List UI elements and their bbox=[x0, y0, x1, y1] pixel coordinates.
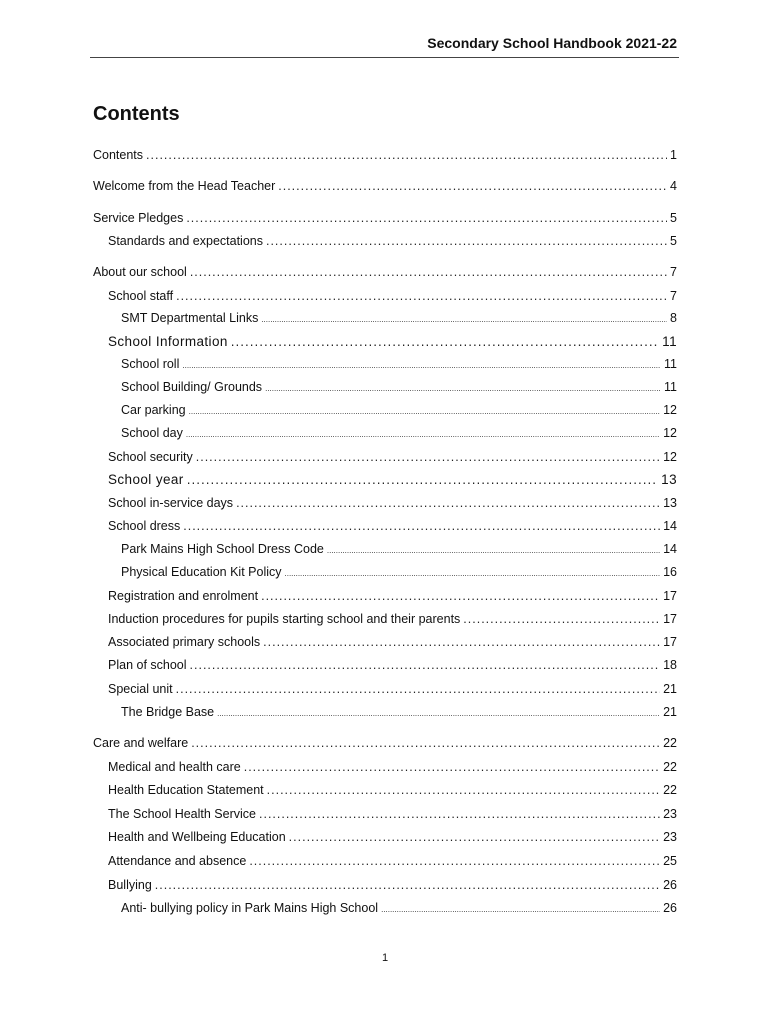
toc-entry-health-service[interactable]: The School Health Service ..... 23 bbox=[93, 807, 677, 821]
toc-entry-school-staff[interactable]: School staff ..... 7 bbox=[93, 289, 677, 303]
toc-entry-bullying[interactable]: Bullying ..... 26 bbox=[93, 878, 677, 892]
toc-entry-smt-links[interactable]: SMT Departmental Links ..... 8 bbox=[93, 311, 677, 325]
toc-entry-care-welfare[interactable]: Care and welfare ..... 22 bbox=[93, 736, 677, 750]
toc-entry-school-dress[interactable]: School dress ..... 14 bbox=[93, 519, 677, 533]
toc-entry-pe-kit[interactable]: Physical Education Kit Policy ..... 16 bbox=[93, 565, 677, 579]
toc-entry-bridge-base[interactable]: The Bridge Base ..... 21 bbox=[93, 705, 677, 719]
toc-entry-car-parking[interactable]: Car parking ..... 12 bbox=[93, 403, 677, 417]
toc-entry-health-education[interactable]: Health Education Statement ..... 22 bbox=[93, 783, 677, 797]
toc-entry-welcome[interactable]: Welcome from the Head Teacher ..... 4 bbox=[93, 179, 677, 193]
toc-entry-inservice-days[interactable]: School in-service days ..... 13 bbox=[93, 496, 677, 510]
toc-entry-dress-code[interactable]: Park Mains High School Dress Code ..... 14 bbox=[93, 542, 677, 556]
toc-entry-special-unit[interactable]: Special unit ..... 21 bbox=[93, 682, 677, 696]
toc-entry-attendance[interactable]: Attendance and absence ..... 25 bbox=[93, 854, 677, 868]
toc-entry-school-security[interactable]: School security ..... 12 bbox=[93, 450, 677, 464]
toc-entry-plan-of-school[interactable]: Plan of school ..... 18 bbox=[93, 658, 677, 672]
toc-heading: Contents bbox=[93, 103, 180, 125]
header-title: Secondary School Handbook 2021-22 bbox=[427, 35, 677, 51]
toc-entry-school-day[interactable]: School day ..... 12 bbox=[93, 426, 677, 440]
toc-entry-medical-health[interactable]: Medical and health care ..... 22 bbox=[93, 760, 677, 774]
page-number: 1 bbox=[381, 952, 389, 964]
toc-entry-about-school[interactable]: About our school ..... 7 bbox=[93, 265, 677, 279]
toc-entry-service-pledges[interactable]: Service Pledges ..... 5 bbox=[93, 211, 677, 225]
toc-entry-induction[interactable]: Induction procedures for pupils starting school and their parents ..... 17 bbox=[93, 612, 677, 626]
toc-entry-primary-schools[interactable]: Associated primary schools ..... 17 bbox=[93, 635, 677, 649]
toc-entry-school-year[interactable]: School year ..... 13 bbox=[93, 472, 677, 487]
toc-entry-school-building[interactable]: School Building/ Grounds ..... 11 bbox=[93, 380, 677, 394]
toc-entry-registration[interactable]: Registration and enrolment ..... 17 bbox=[93, 589, 677, 603]
toc-entry-school-information[interactable]: School Information ..... 11 bbox=[93, 334, 677, 349]
toc-entry-standards[interactable]: Standards and expectations ..... 5 bbox=[93, 234, 677, 248]
toc-entry-anti-bullying[interactable]: Anti- bullying policy in Park Mains High School ..... 26 bbox=[93, 901, 677, 915]
header-rule bbox=[90, 57, 679, 58]
toc-entry-contents[interactable]: Contents ..... 1 bbox=[93, 148, 677, 162]
toc-entry-school-roll[interactable]: School roll ..... 11 bbox=[93, 357, 677, 371]
toc-entry-health-wellbeing[interactable]: Health and Wellbeing Education ..... 23 bbox=[93, 830, 677, 844]
